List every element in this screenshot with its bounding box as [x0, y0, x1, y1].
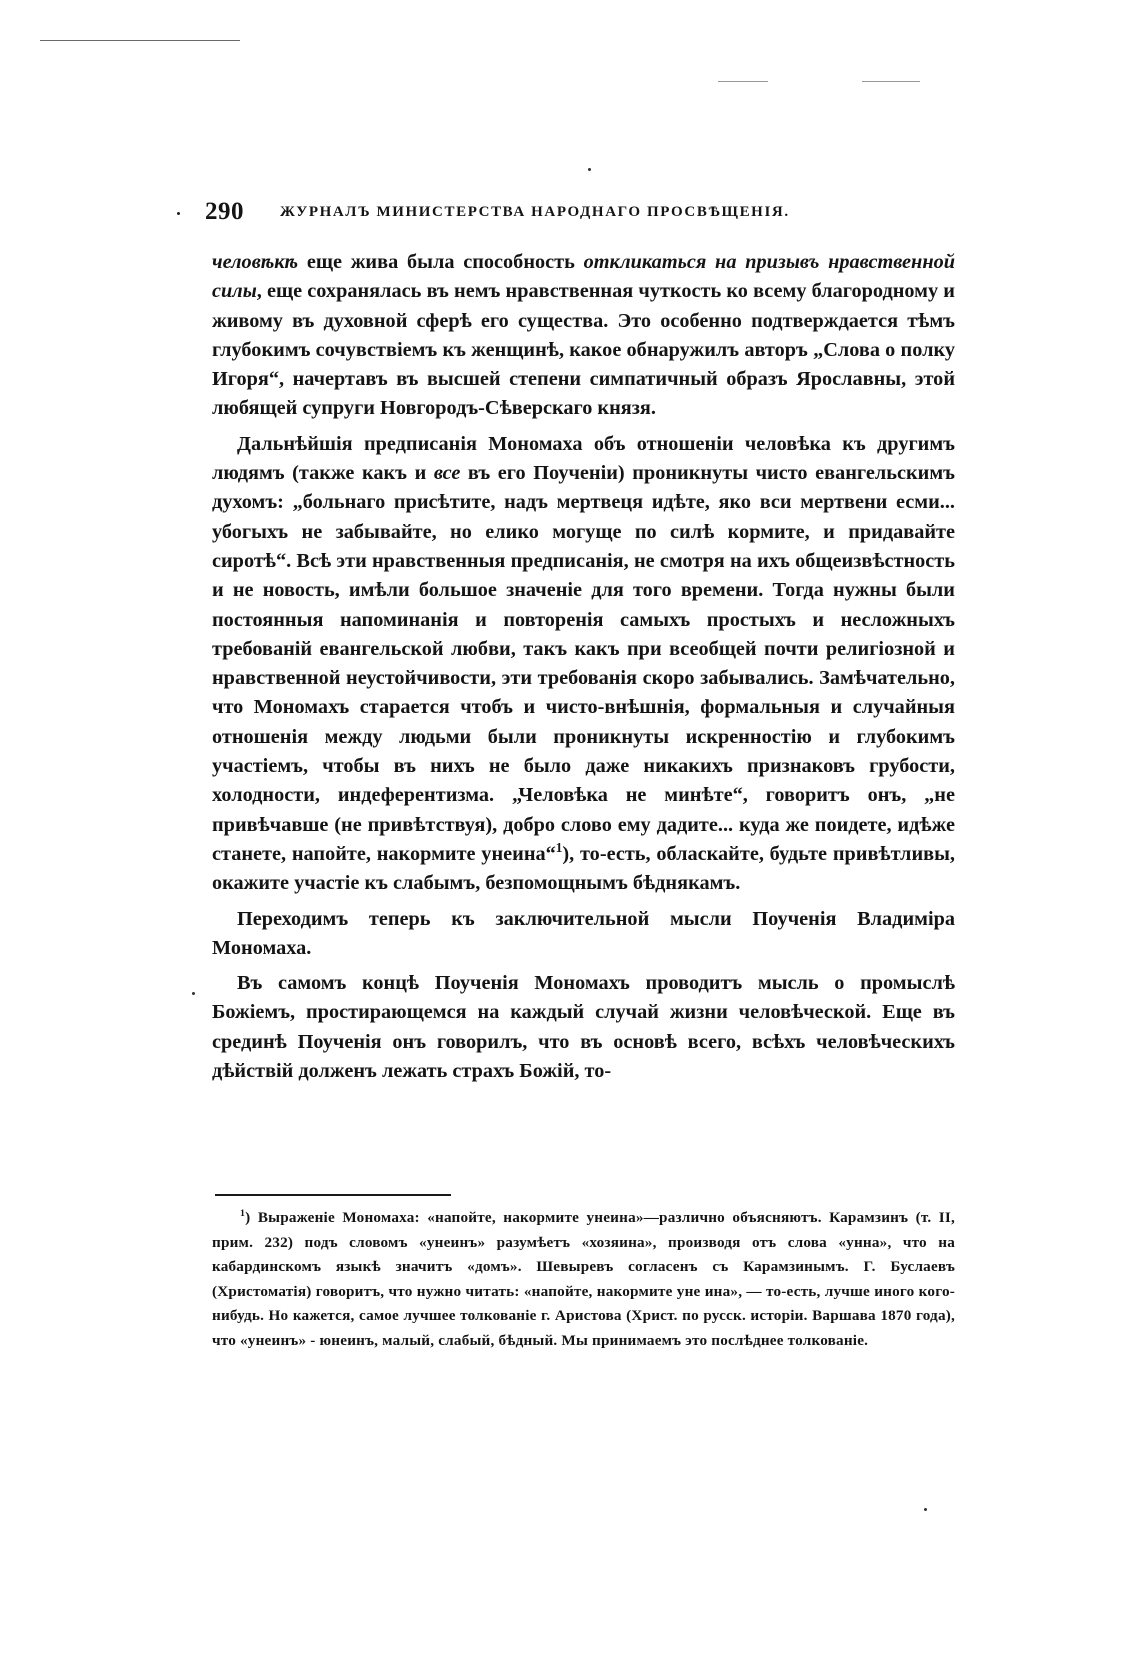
- scan-speck: [924, 1508, 927, 1511]
- paragraph-2-italic-word: все: [433, 462, 461, 485]
- paragraph-3: Переходимъ теперь къ заключительной мысли Поученія Владиміра Мономаха.: [212, 907, 955, 959]
- footnote-1: [212, 1206, 955, 1353]
- scan-speck: [588, 168, 591, 171]
- footnote-reference[interactable]: 1: [555, 840, 563, 856]
- paragraph-1-text-b: , еще сохранялась въ немъ нравственная чуткость ко всему благородному и живому въ духовной сферѣ его существа. Это особенно подтверждается тѣмъ глубокимъ сочувствіемъ къ женщинѣ, какое обнаружилъ авторъ „Слова о полку Игоря“, начертавъ въ высшей степени симпатичный образъ Ярославны, этой любящей супруги Новгородъ-Сѣверскаго князя.: [212, 280, 955, 420]
- footnote-divider: [215, 1194, 451, 1196]
- paragraph-4: Въ самомъ концѣ Поученія Мономахъ проводитъ мысль о промыслѣ Божіемъ, простирающемся на каждый случай жизни человѣческой. Еще въ срединѣ Поученія онъ говорилъ, что въ основѣ всего, всѣхъ человѣческихъ дѣйствій долженъ лежать страхъ Божій, то-: [212, 972, 955, 1083]
- footnote-marker: 1: [240, 1207, 246, 1219]
- paragraph-1-italic-start: человѣкѣ: [212, 251, 299, 273]
- scan-edge-line: [40, 40, 240, 41]
- paragraph-1-italic-phrase: откликаться на призывъ нравственной силы: [212, 251, 955, 303]
- body-text: [212, 248, 955, 1092]
- footnotes: [212, 1206, 955, 1353]
- page-header: [205, 198, 945, 230]
- scan-dash: [862, 81, 920, 82]
- paragraph-2-text-b: въ его Поученіи) проникнуты чисто евангельскимъ духомъ: „больнаго присѣтите, надъ мертвеця идѣте, яко вси мертвени есми... убогыхъ не забывайте, но елико могуще по силѣ кормите, и придавайте сиротѣ“. Всѣ эти нравственныя предписанія, не смотря на ихъ общеизвѣстность и не новость, имѣли большое значеніе для того времени. Тогда нужны были постоянныя напоминанія и повторенія самыхъ простыхъ и несложныхъ требованій евангельской любви, такъ какъ при всеобщей почти религіозной и нравственной неустойчивости, эти требованія скоро забывались. Замѣчательно, что Мономахъ старается чтобъ и чисто-внѣшнія, формальныя и случайныя отношенія между людьми были проникнуты искренностію и глубокимъ участіемъ, чтобы въ нихъ не было даже никакихъ признаковъ грубости, холодности, индеферентизма. „Человѣка не минѣте“, говоритъ онъ, „не привѣчавше (не привѣтствуя), добро слово ему дадите... куда же поидете, идѣже станете, напойте, накормите унеина“: [212, 462, 955, 865]
- paragraph-1-text-a: еще жива была способность: [298, 251, 584, 273]
- scan-speck: [192, 992, 195, 995]
- paragraph-1: [212, 248, 955, 424]
- header-dot: [177, 212, 180, 215]
- paragraph-2: [212, 430, 955, 899]
- paragraph-2-text-a: Дальнѣйшія предписанія Мономаха объ отношеніи человѣка къ другимъ людямъ (также какъ и: [212, 432, 955, 485]
- scan-dash: [718, 81, 768, 82]
- running-head: ЖУРНАЛЪ МИНИСТЕРСТВА НАРОДНАГО ПРОСВѢЩЕНІЯ.: [280, 204, 790, 220]
- page-number: 290: [205, 198, 244, 225]
- footnote-text: ) Выраженіе Мономаха: «напойте, накормите унеина»—различно объясняютъ. Карамзинъ (т. II, прим. 232) подъ словомъ «унеинъ» разумѣетъ «хозяина», производя отъ слова «унна», что на кабардинскомъ языкѣ значитъ «домъ». Шевыревъ согласенъ съ Карамзинымъ. Г. Буслаевъ (Христоматія) говоритъ, что нужно читать: «напойте, накормите уне ина», — то-есть, лучше иного кого-нибудь. Но кажется, самое лучшее толкованіе г. Аристова (Христ. по русск. исторіи. Варшава 1870 года), что «унеинъ» - юнеинъ, малый, слабый, бѣдный. Мы принимаемъ это послѣднее толкованіе.: [212, 1209, 955, 1349]
- paragraph-2-text-c: ), то-есть, обласкайте, будьте привѣтливы, окажите участіе къ слабымъ, безпомощнымъ бѣднякамъ.: [212, 842, 955, 895]
